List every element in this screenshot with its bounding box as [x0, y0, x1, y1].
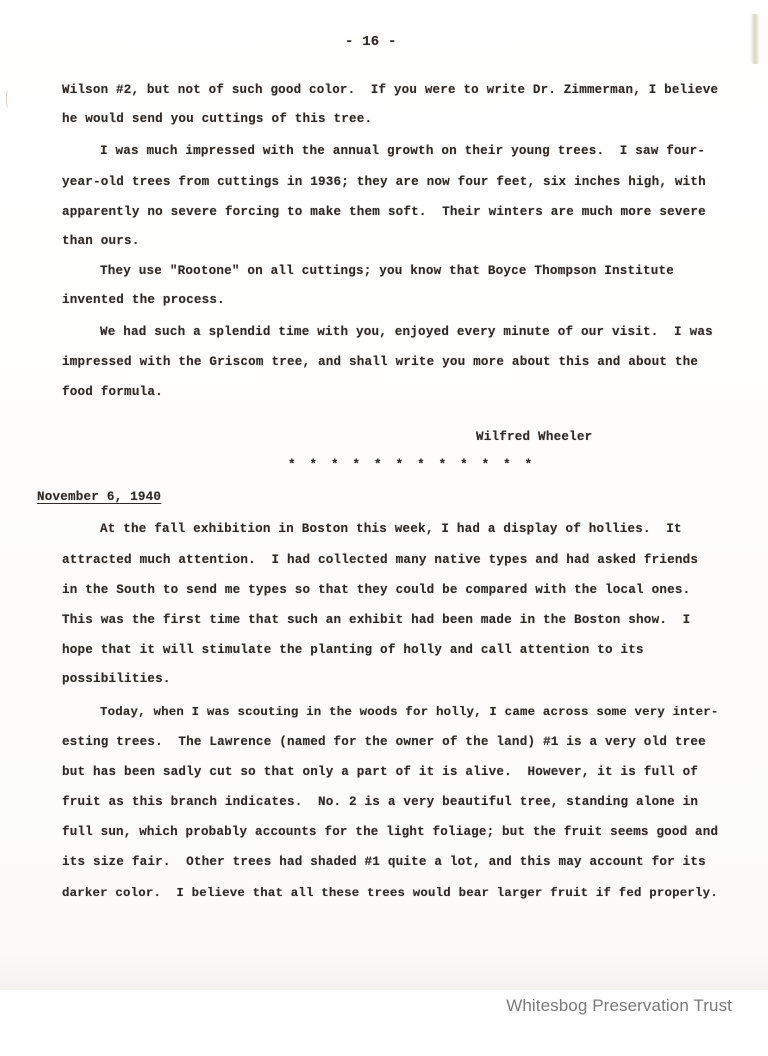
letter2-line: At the fall exhibition in Boston this week, I had a display of hollies. It	[100, 522, 682, 536]
letter2-line: This was the first time that such an exhibit had been made in the Boston show. I	[62, 613, 691, 627]
letter2-line: hope that it will stimulate the planting of holly and call attention to its	[62, 643, 644, 657]
letter2-line: Today, when I was scouting in the woods for holly, I came across some very inter-	[100, 705, 719, 719]
letter2-line: fruit as this branch indicates. No. 2 is a very beautiful tree, standing alone in	[62, 795, 699, 809]
letter2-line: esting trees. The Lawrence (named for the owner of the land) #1 is a very old tree	[62, 735, 706, 749]
letter1-line: apparently no severe forcing to make them soft. Their winters are much more severe	[62, 205, 706, 219]
letter1-line: Wilson #2, but not of such good color. If you were to write Dr. Zimmerman, I believe	[62, 83, 719, 97]
date-heading: November 6, 1940	[37, 490, 162, 504]
letter1-line: impressed with the Griscom tree, and shall write you more about this and about the	[62, 355, 699, 369]
signature: Wilfred Wheeler	[476, 430, 593, 444]
page-number: - 16 -	[345, 34, 397, 50]
letter1-line: than ours.	[62, 234, 140, 248]
letter2-line: attracted much attention. I had collected many native types and had asked friends	[62, 553, 699, 567]
letter2-line: in the South to send me types so that they could be compared with the local ones.	[62, 583, 691, 597]
letter1-line: They use "Rootone" on all cuttings; you know that Boyce Thompson Institute	[100, 264, 675, 278]
paper-edge-mark	[6, 90, 10, 108]
letter1-line: invented the process.	[62, 293, 225, 307]
letter1-line: he would send you cuttings of this tree.	[62, 112, 373, 126]
letter2-line: but has been sadly cut so that only a part of it is alive. However, it is full of	[62, 765, 699, 779]
letter2-line: darker color. I believe that all these trees would bear larger fruit if fed properly.	[62, 886, 718, 900]
letter1-line: We had such a splendid time with you, enjoyed every minute of our visit. I was	[100, 325, 713, 339]
letter1-line: year-old trees from cuttings in 1936; they are now four feet, six inches high, with	[62, 175, 706, 189]
letter1-line: I was much impressed with the annual growth on their young trees. I saw four-	[100, 144, 706, 158]
paper-edge-stain	[750, 14, 760, 64]
watermark: Whitesbog Preservation Trust	[506, 996, 732, 1015]
letter2-line: full sun, which probably accounts for the light foliage; but the fruit seems good and	[62, 825, 719, 839]
letter2-line: its size fair. Other trees had shaded #1 quite a lot, and this may account for its	[62, 855, 706, 869]
section-separator: * * * * * * * * * * * *	[288, 458, 536, 472]
letter1-line: food formula.	[62, 385, 163, 399]
letter2-line: possibilities.	[62, 672, 171, 686]
